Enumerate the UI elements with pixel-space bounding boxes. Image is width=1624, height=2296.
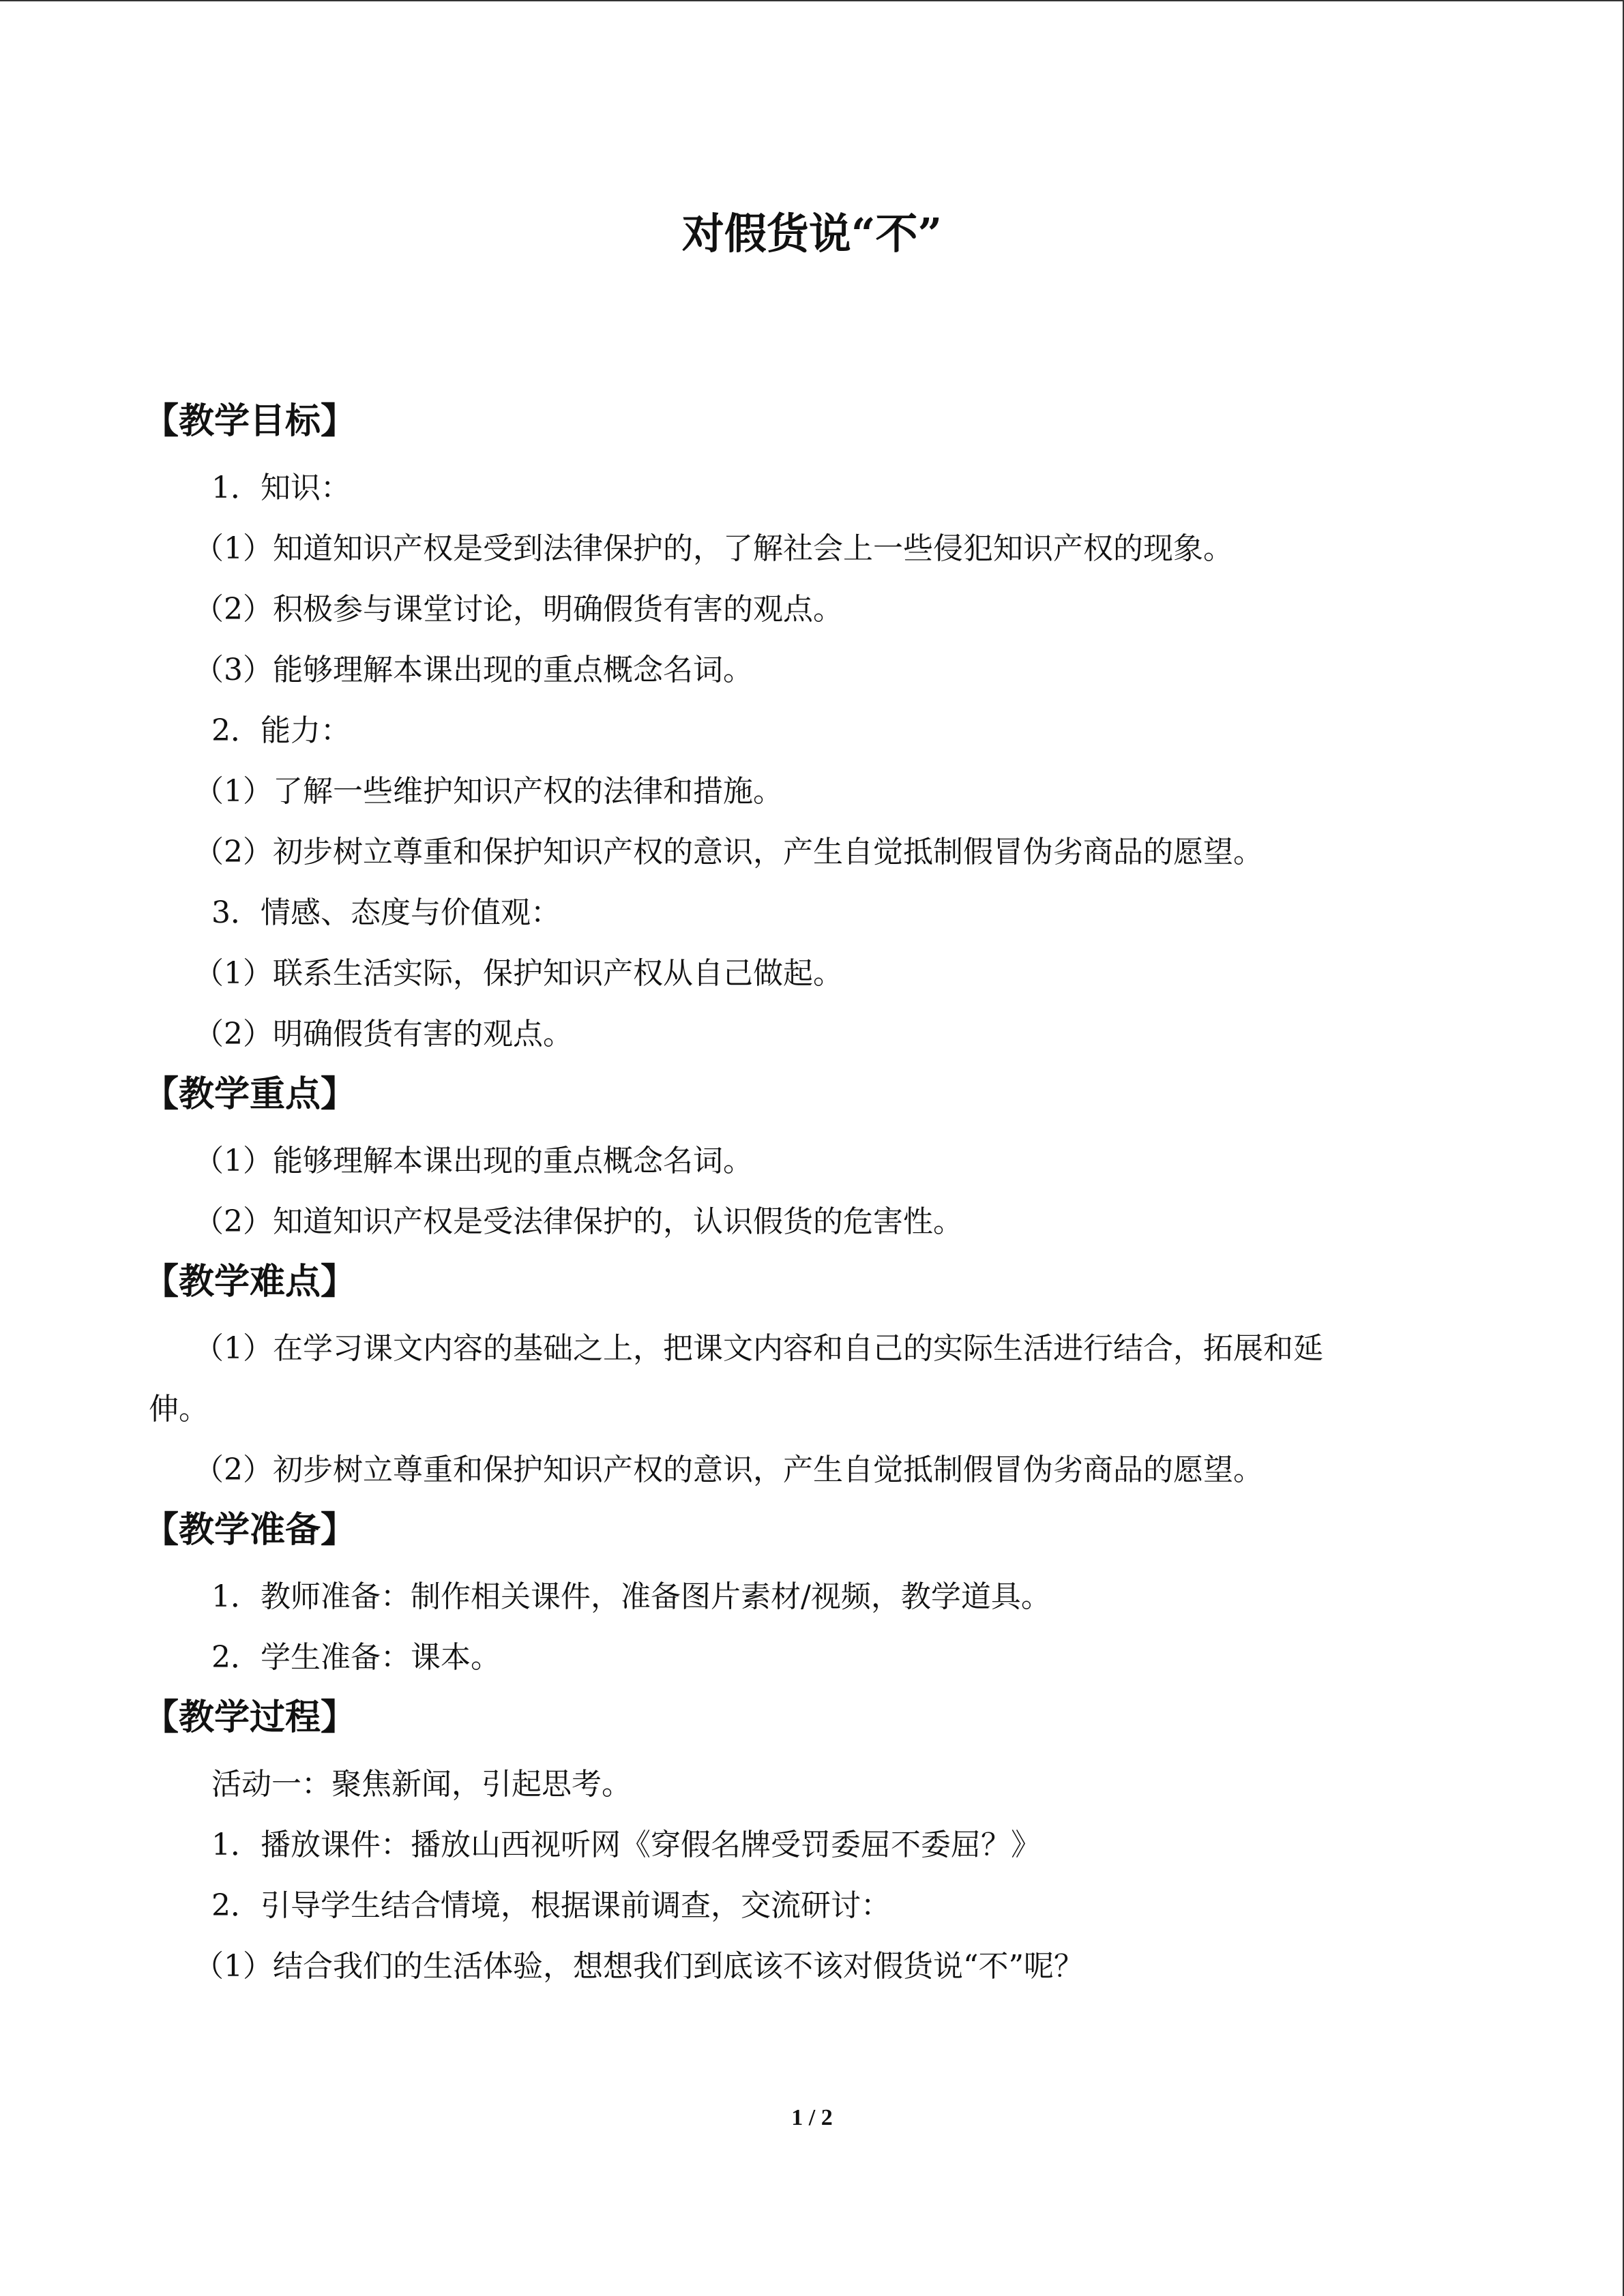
paragraph-line: （2）初步树立尊重和保护知识产权的意识，产生自觉抵制假冒伪劣商品的愿望。 <box>194 1452 1263 1487</box>
paragraph-line: （2）初步树立尊重和保护知识产权的意识，产生自觉抵制假冒伪劣商品的愿望。 <box>194 835 1263 869</box>
paragraph-line: （1）在学习课文内容的基础之上，把课文内容和自己的实际生活进行结合，拓展和延 <box>194 1331 1323 1366</box>
paragraph-line: （1）能够理解本课出现的重点概念名词。 <box>194 1144 753 1178</box>
section-heading: 【教学重点】 <box>143 1073 357 1115</box>
section-heading: 【教学目标】 <box>143 400 357 442</box>
section-heading: 【教学准备】 <box>143 1509 357 1551</box>
paragraph-line: 3．情感、态度与价值观： <box>211 895 561 930</box>
document-body <box>143 397 1445 1987</box>
paragraph-line: （1）知道知识产权是受到法律保护的，了解社会上一些侵犯知识产权的现象。 <box>194 531 1233 566</box>
paragraph-line: （2）知道知识产权是受法律保护的，认识假货的危害性。 <box>194 1204 963 1239</box>
paragraph-line: 2．学生准备：课本。 <box>211 1640 501 1675</box>
paragraph-line: 1．知识： <box>211 471 351 505</box>
paragraph-line: （2）明确假货有害的观点。 <box>194 1017 573 1052</box>
paragraph-line: 1．播放课件：播放山西视听网《穿假名牌受罚委屈不委屈？》 <box>211 1828 1041 1862</box>
paragraph-line: 伸。 <box>149 1392 209 1427</box>
section-heading: 【教学过程】 <box>143 1697 357 1738</box>
paragraph-line: 1．教师准备：制作相关课件，准备图片素材/视频，教学道具。 <box>211 1579 1051 1614</box>
paragraph-line: （2）积极参与课堂讨论，明确假货有害的观点。 <box>194 592 843 627</box>
paragraph-line: （3）能够理解本课出现的重点概念名词。 <box>194 653 753 687</box>
paragraph-line: （1）了解一些维护知识产权的法律和措施。 <box>194 774 783 809</box>
document-title: 对假货说“不” <box>681 209 943 258</box>
paragraph-line: （1）联系生活实际，保护知识产权从自己做起。 <box>194 956 843 991</box>
paragraph-line: 活动一：聚焦新闻，引起思考。 <box>211 1767 632 1802</box>
section-heading: 【教学难点】 <box>143 1261 357 1302</box>
paragraph-line: 2．引导学生结合情境，根据课前调查，交流研讨： <box>211 1888 891 1923</box>
paragraph-line: 2．能力： <box>211 713 351 748</box>
page-number: 1 / 2 <box>791 2105 833 2130</box>
paragraph-line: （1）结合我们的生活体验，想想我们到底该不该对假货说“不”呢？ <box>194 1949 1084 1984</box>
